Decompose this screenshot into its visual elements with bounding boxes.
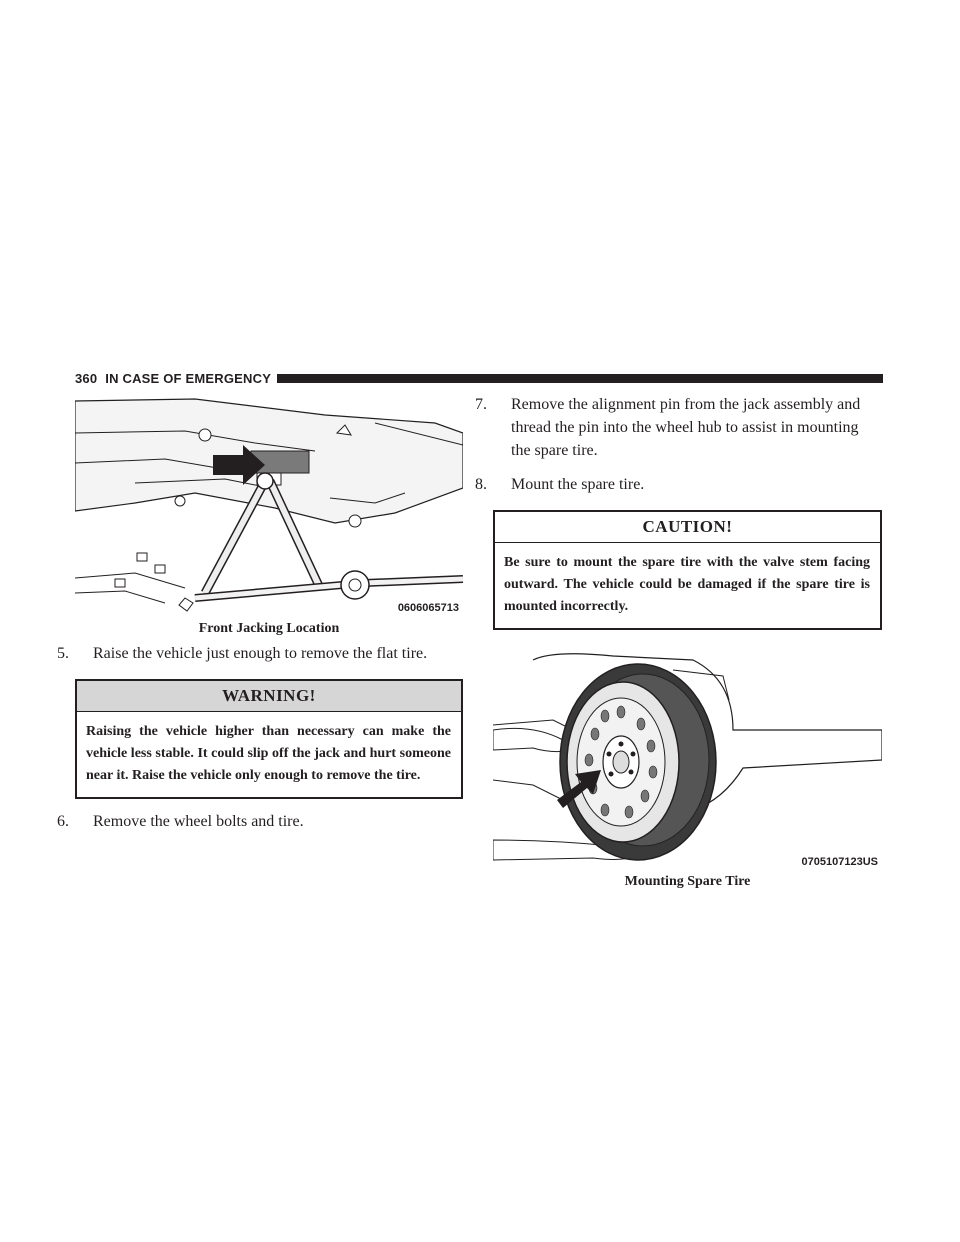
step-7 <box>475 393 882 462</box>
page-header <box>75 370 883 386</box>
caution-title: CAUTION! <box>495 512 880 543</box>
step-5 <box>57 642 463 665</box>
step-text: Remove the alignment pin from the jack assembly and thread the pin into the wheel hub to assist in mounting the spare tire. <box>511 396 861 459</box>
step-text: Raise the vehicle just enough to remove the flat tire. <box>93 645 428 662</box>
step-number: 7. <box>475 396 487 413</box>
step-text: Mount the spare tire. <box>511 476 645 493</box>
spare-tire-figure <box>493 650 882 872</box>
step-number: 6. <box>57 813 69 830</box>
caution-text: Be sure to mount the spare tire with the valve stem facing outward. The vehicle could be damaged if the spare tire is mounted incorrectly. <box>504 555 870 614</box>
warning-text: Raising the vehicle higher than necessary can make the vehicle less stable. It could slip off the jack and hurt someone near it. Raise the vehicle only enough to remove the tire. <box>86 724 451 783</box>
figure-code: 0606065713 <box>397 602 459 614</box>
warning-title: WARNING! <box>77 681 461 712</box>
figure-caption: Front Jacking Location <box>198 621 340 636</box>
step-number: 8. <box>475 476 487 493</box>
page-number: 360 <box>75 370 98 386</box>
step-6 <box>57 810 463 833</box>
figure-caption: Mounting Spare Tire <box>624 874 751 889</box>
step-8 <box>475 473 882 496</box>
spare-tire-illustration <box>493 650 882 872</box>
left-column <box>57 393 463 833</box>
step-text: Remove the wheel bolts and tire. <box>93 813 304 830</box>
caution-box <box>493 510 882 630</box>
warning-box <box>75 679 463 799</box>
right-column <box>475 393 882 890</box>
front-jacking-illustration <box>75 393 463 618</box>
figure-code: 0705107123US <box>801 856 878 868</box>
header-rule <box>277 374 883 383</box>
step-number: 5. <box>57 645 69 662</box>
front-jacking-figure <box>75 393 463 618</box>
section-title: IN CASE OF EMERGENCY <box>105 370 272 386</box>
